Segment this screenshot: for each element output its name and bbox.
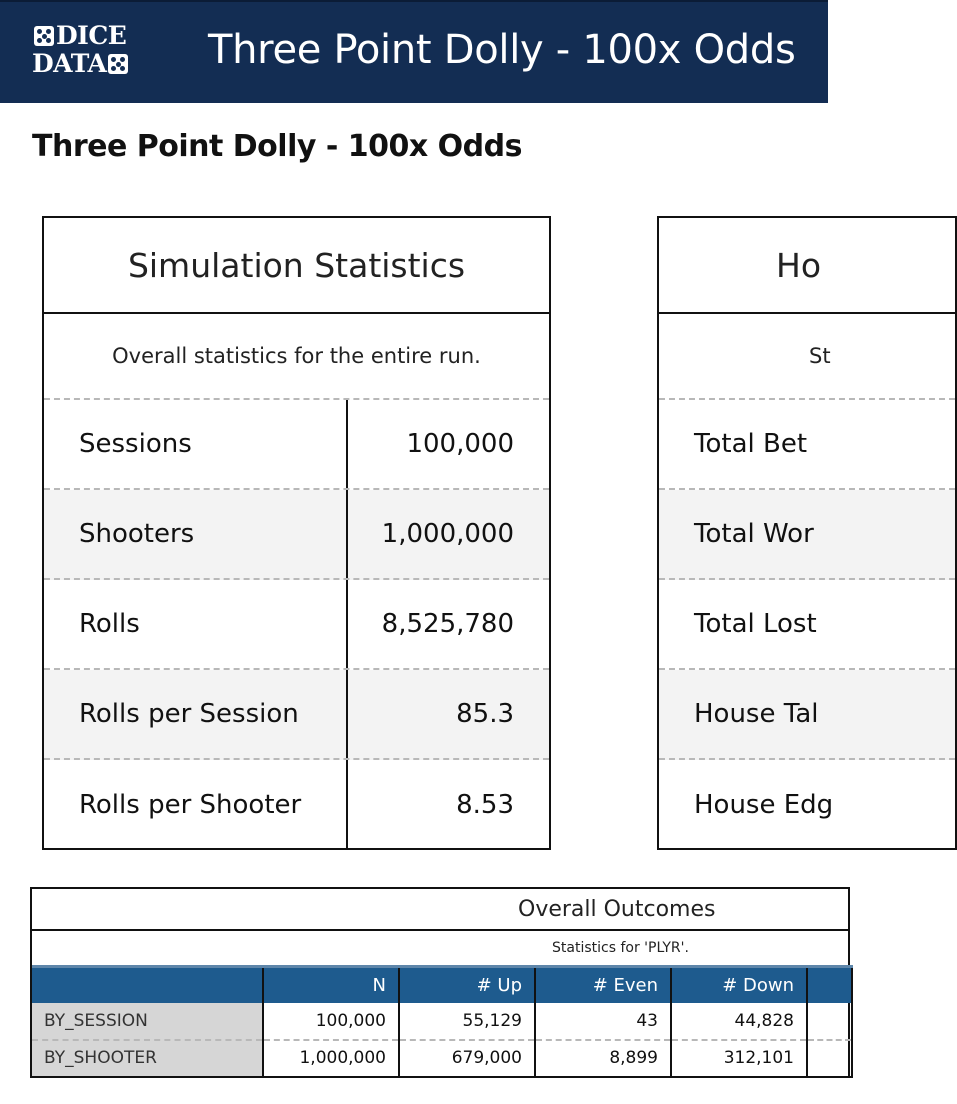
overall-outcomes-title: Overall Outcomes <box>32 889 848 931</box>
outcomes-header-row <box>32 967 852 1003</box>
logo-text-dice: DICE <box>56 21 127 50</box>
stat-row-sessions <box>44 400 549 490</box>
cell-up: 679,000 <box>399 1040 535 1077</box>
column-header-down[interactable]: # Down <box>671 967 807 1003</box>
house-label: Total Bet <box>694 429 808 459</box>
cell-down: 44,828 <box>671 1003 807 1040</box>
table-row <box>32 1003 852 1040</box>
column-header-n[interactable]: N <box>263 967 399 1003</box>
simulation-statistics-card <box>42 216 551 850</box>
house-row-house-take <box>659 670 955 760</box>
die-icon <box>108 54 128 74</box>
stat-label: Rolls per Shooter <box>44 760 348 850</box>
house-label: Total Lost <box>694 609 817 639</box>
simulation-statistics-subtitle: Overall statistics for the entire run. <box>44 314 549 400</box>
simulation-statistics-title: Simulation Statistics <box>44 218 549 314</box>
logo-text-data: DATA <box>32 49 107 78</box>
cell-n: 1,000,000 <box>263 1040 399 1077</box>
stat-label: Shooters <box>44 490 348 578</box>
top-banner <box>0 0 828 103</box>
row-name: BY_SHOOTER <box>32 1040 263 1077</box>
row-name: BY_SESSION <box>32 1003 263 1040</box>
column-header-even[interactable]: # Even <box>535 967 671 1003</box>
stat-value: 1,000,000 <box>381 519 514 549</box>
stat-row-rolls <box>44 580 549 670</box>
stat-value: 8,525,780 <box>381 609 514 639</box>
stat-row-rolls-per-shooter <box>44 760 549 850</box>
cell-n: 100,000 <box>263 1003 399 1040</box>
page-title: Three Point Dolly - 100x Odds <box>32 129 522 164</box>
overall-outcomes-subtitle: Statistics for 'PLYR'. <box>552 940 689 956</box>
house-label: House Edg <box>694 790 834 820</box>
outcomes-grid <box>32 965 853 1078</box>
column-header-cut <box>807 967 852 1003</box>
stat-value: 8.53 <box>456 790 514 820</box>
stat-label: Sessions <box>44 400 348 488</box>
cell-cut <box>807 1040 852 1077</box>
column-header-blank <box>32 967 263 1003</box>
cell-up: 55,129 <box>399 1003 535 1040</box>
cell-even: 43 <box>535 1003 671 1040</box>
stat-label: Rolls per Session <box>44 670 348 758</box>
stat-row-shooters <box>44 490 549 580</box>
overall-outcomes-table <box>30 887 850 1078</box>
house-row-house-edge <box>659 760 955 850</box>
house-label: Total Wor <box>694 519 814 549</box>
house-statistics-subtitle: St <box>659 314 955 400</box>
house-statistics-card <box>657 216 957 850</box>
stat-row-rolls-per-session <box>44 670 549 760</box>
table-row <box>32 1040 852 1077</box>
cell-cut <box>807 1003 852 1040</box>
house-label: House Tal <box>694 699 819 729</box>
stat-value: 100,000 <box>406 429 514 459</box>
header-title: Three Point Dolly - 100x Odds <box>208 27 796 73</box>
dice-data-logo[interactable] <box>32 22 148 78</box>
column-header-up[interactable]: # Up <box>399 967 535 1003</box>
house-row-total-won <box>659 490 955 580</box>
house-statistics-title: Ho <box>659 218 955 314</box>
stat-value: 85.3 <box>456 699 514 729</box>
house-row-total-lost <box>659 580 955 670</box>
cell-even: 8,899 <box>535 1040 671 1077</box>
stat-label: Rolls <box>44 580 348 668</box>
house-row-total-bet <box>659 400 955 490</box>
cell-down: 312,101 <box>671 1040 807 1077</box>
die-icon <box>34 26 54 46</box>
